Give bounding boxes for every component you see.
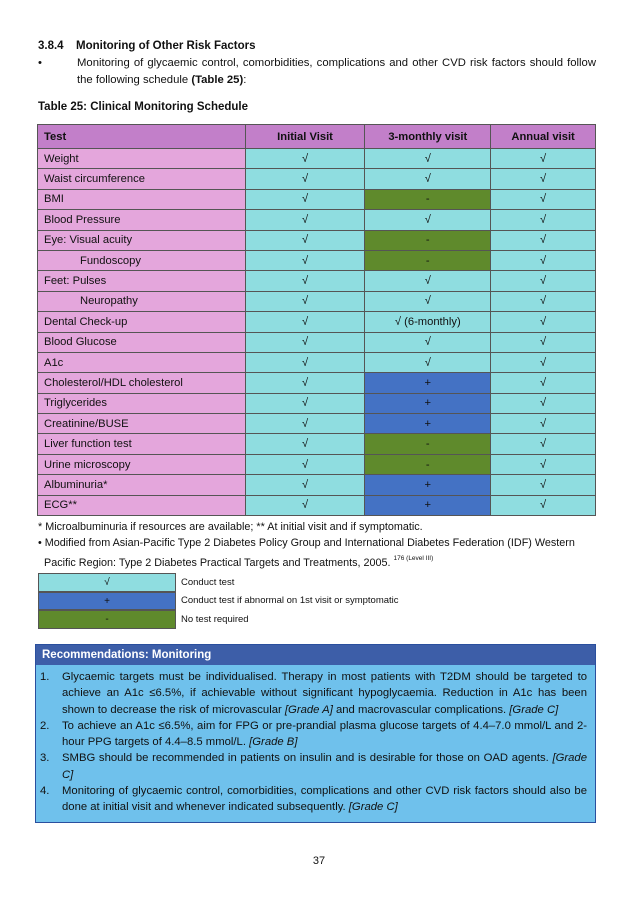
cell-annual-visit: √ xyxy=(491,332,596,352)
cell-3-monthly-visit: √ (6-monthly) xyxy=(365,312,491,332)
cell-initial-visit: √ xyxy=(245,271,365,291)
cell-test-name: Liver function test xyxy=(38,434,246,454)
header-test: Test xyxy=(38,125,246,149)
recommendation-text-segment: SMBG should be recommended in patients on insulin and is desirable for those on OAD agents. xyxy=(62,752,553,765)
cell-test-name: Creatinine/BUSE xyxy=(38,414,246,434)
cell-test-name: A1c xyxy=(38,352,246,372)
table-row xyxy=(38,291,596,311)
cell-annual-visit: √ xyxy=(491,169,596,189)
cell-annual-visit: √ xyxy=(491,189,596,209)
cell-3-monthly-visit: + xyxy=(365,393,491,413)
cell-annual-visit: √ xyxy=(491,210,596,230)
grade-label: [Grade B] xyxy=(249,736,298,749)
cell-initial-visit: √ xyxy=(245,373,365,393)
table-reference: (Table 25) xyxy=(191,74,244,86)
cell-test-name: Triglycerides xyxy=(38,393,246,413)
cell-initial-visit: √ xyxy=(245,454,365,474)
cell-test-name: Weight xyxy=(38,149,246,169)
grade-label: [Grade C] xyxy=(509,703,559,716)
recommendation-number: 3. xyxy=(40,752,50,765)
table-caption: Table 25: Clinical Monitoring Schedule xyxy=(38,101,249,113)
recommendation-text-segment: Monitoring of glycaemic control, comorbidities, complications and other CVD risk factors should also be done at initial visit and whenever indicated subsequently. xyxy=(62,785,587,814)
recommendations-box xyxy=(35,644,596,823)
cell-annual-visit: √ xyxy=(491,414,596,434)
cell-3-monthly-visit: √ xyxy=(365,169,491,189)
cell-3-monthly-visit: √ xyxy=(365,271,491,291)
cell-test-name: Blood Glucose xyxy=(38,332,246,352)
cell-annual-visit: √ xyxy=(491,230,596,250)
cell-initial-visit: √ xyxy=(245,230,365,250)
cell-initial-visit: √ xyxy=(245,169,365,189)
cell-initial-visit: √ xyxy=(245,352,365,372)
cell-test-name: Urine microscopy xyxy=(38,454,246,474)
cell-initial-visit: √ xyxy=(245,291,365,311)
cell-test-name: Fundoscopy xyxy=(38,250,246,270)
cell-annual-visit: √ xyxy=(491,149,596,169)
footnote-source-line1: • Modified from Asian-Pacific Type 2 Diabetes Policy Group and International Diabetes Federation (IDF) Western xyxy=(38,537,575,549)
cell-annual-visit: √ xyxy=(491,250,596,270)
cell-3-monthly-visit: √ xyxy=(365,149,491,169)
table-row xyxy=(38,475,596,495)
recommendation-text xyxy=(62,718,587,751)
cell-initial-visit: √ xyxy=(245,149,365,169)
cell-test-name: Waist circumference xyxy=(38,169,246,189)
legend-label: No test required xyxy=(181,613,249,625)
cell-initial-visit: √ xyxy=(245,414,365,434)
section-number: 3.8.4 xyxy=(38,40,64,52)
grade-label: [Grade C] xyxy=(62,752,587,781)
footnote-microalbuminuria: * Microalbuminuria if resources are available; ** At initial visit and if symptomatic. xyxy=(38,521,423,533)
cell-test-name: Blood Pressure xyxy=(38,210,246,230)
cell-annual-visit: √ xyxy=(491,454,596,474)
cell-initial-visit: √ xyxy=(245,210,365,230)
cell-initial-visit: √ xyxy=(245,495,365,515)
recommendation-item xyxy=(40,783,587,816)
intro-text-end: : xyxy=(243,74,247,86)
cell-initial-visit: √ xyxy=(245,393,365,413)
cell-3-monthly-visit: √ xyxy=(365,210,491,230)
table-row xyxy=(38,271,596,291)
recommendation-text xyxy=(62,669,587,718)
footnote-source-line2 xyxy=(38,551,598,571)
recommendation-text-segment: To achieve an A1c ≤6.5%, aim for FPG or pre-prandial plasma glucose targets of 4.4–7.0 mmol/L and 2-hour PPG targets of 4.4–8.5 mmol/L. xyxy=(62,719,587,749)
intro-text-main: Monitoring of glycaemic control, comorbidities, complications and other CVD risk factors should follow the following schedule xyxy=(77,57,596,86)
table-row xyxy=(38,312,596,332)
cell-3-monthly-visit: - xyxy=(365,230,491,250)
recommendation-text xyxy=(62,783,587,816)
cell-test-name: BMI xyxy=(38,189,246,209)
cell-annual-visit: √ xyxy=(491,271,596,291)
intro-text xyxy=(77,55,596,89)
cell-annual-visit: √ xyxy=(491,291,596,311)
grade-label: [Grade C] xyxy=(348,801,398,814)
legend-label: Conduct test xyxy=(181,576,235,588)
table-body xyxy=(38,149,596,516)
table-row xyxy=(38,373,596,393)
monitoring-schedule-table xyxy=(37,124,596,516)
table-row xyxy=(38,434,596,454)
page-number: 37 xyxy=(312,855,326,867)
recommendation-item xyxy=(40,750,587,783)
table-row xyxy=(38,454,596,474)
recommendation-text xyxy=(62,750,587,783)
table-footnotes xyxy=(38,519,598,571)
recommendation-item xyxy=(40,718,587,751)
cell-initial-visit: √ xyxy=(245,312,365,332)
cell-initial-visit: √ xyxy=(245,332,365,352)
footnote-reference: 176 (Level III) xyxy=(393,555,434,562)
legend xyxy=(38,573,399,629)
cell-annual-visit: √ xyxy=(491,495,596,515)
cell-initial-visit: √ xyxy=(245,189,365,209)
table-row xyxy=(38,393,596,413)
table-row xyxy=(38,332,596,352)
cell-3-monthly-visit: - xyxy=(365,189,491,209)
legend-swatch-check: √ xyxy=(38,573,176,592)
cell-test-name: Dental Check-up xyxy=(38,312,246,332)
cell-annual-visit: √ xyxy=(491,352,596,372)
cell-annual-visit: √ xyxy=(491,312,596,332)
legend-item xyxy=(38,573,399,592)
table-row xyxy=(38,210,596,230)
cell-3-monthly-visit: - xyxy=(365,434,491,454)
cell-initial-visit: √ xyxy=(245,434,365,454)
legend-swatch-plus: + xyxy=(38,592,176,611)
recommendation-number: 1. xyxy=(40,671,50,683)
table-row xyxy=(38,495,596,515)
cell-3-monthly-visit: + xyxy=(365,495,491,515)
cell-3-monthly-visit: √ xyxy=(365,352,491,372)
grade-label: [Grade A] xyxy=(284,703,333,716)
table-row xyxy=(38,414,596,434)
table-row xyxy=(38,169,596,189)
cell-test-name: Cholesterol/HDL cholesterol xyxy=(38,373,246,393)
table-row xyxy=(38,250,596,270)
cell-3-monthly-visit: √ xyxy=(365,291,491,311)
cell-test-name: Feet: Pulses xyxy=(38,271,246,291)
recommendation-item xyxy=(40,669,587,718)
header-annual-visit: Annual visit xyxy=(491,125,596,149)
table-row xyxy=(38,189,596,209)
table-row xyxy=(38,230,596,250)
recommendation-text-segment: Glycaemic targets must be individualised. Therapy in most patients with T2DM should be targeted to achieve an A1c ≤6.5%, if achievable without significant hypoglycaemia. Reduction in A1c has been shown to decrease the risk of microvascular xyxy=(62,671,587,716)
table-row xyxy=(38,149,596,169)
legend-item xyxy=(38,610,399,629)
cell-annual-visit: √ xyxy=(491,475,596,495)
recommendation-number: 2. xyxy=(40,719,50,732)
recommendations-list xyxy=(36,665,595,822)
header-3-monthly-visit: 3-monthly visit xyxy=(365,125,491,149)
cell-test-name: Eye: Visual acuity xyxy=(38,230,246,250)
cell-3-monthly-visit: + xyxy=(365,414,491,434)
cell-3-monthly-visit: - xyxy=(365,454,491,474)
legend-swatch-dash: - xyxy=(38,610,176,629)
cell-initial-visit: √ xyxy=(245,250,365,270)
footnote-source-text: Pacific Region: Type 2 Diabetes Practical Targets and Treatments, 2005. xyxy=(44,557,391,569)
legend-item xyxy=(38,592,399,611)
cell-test-name: ECG** xyxy=(38,495,246,515)
cell-initial-visit: √ xyxy=(245,475,365,495)
cell-3-monthly-visit: √ xyxy=(365,332,491,352)
cell-3-monthly-visit: + xyxy=(365,373,491,393)
cell-3-monthly-visit: + xyxy=(365,475,491,495)
cell-3-monthly-visit: - xyxy=(365,250,491,270)
table-row xyxy=(38,352,596,372)
intro-paragraph xyxy=(38,55,596,89)
bullet-glyph: • xyxy=(38,57,42,69)
recommendation-text-segment: and macrovascular complications. xyxy=(332,703,510,716)
table-header-row xyxy=(38,125,596,149)
cell-test-name: Albuminuria* xyxy=(38,475,246,495)
header-initial-visit: Initial Visit xyxy=(245,125,365,149)
cell-annual-visit: √ xyxy=(491,373,596,393)
cell-test-name: Neuropathy xyxy=(38,291,246,311)
section-title: Monitoring of Other Risk Factors xyxy=(76,40,256,52)
legend-label: Conduct test if abnormal on 1st visit or symptomatic xyxy=(181,595,399,607)
recommendation-number: 4. xyxy=(40,785,50,798)
section-heading xyxy=(38,40,256,52)
cell-annual-visit: √ xyxy=(491,434,596,454)
recommendations-title: Recommendations: Monitoring xyxy=(36,645,595,665)
cell-annual-visit: √ xyxy=(491,393,596,413)
footnote-source xyxy=(38,535,598,571)
